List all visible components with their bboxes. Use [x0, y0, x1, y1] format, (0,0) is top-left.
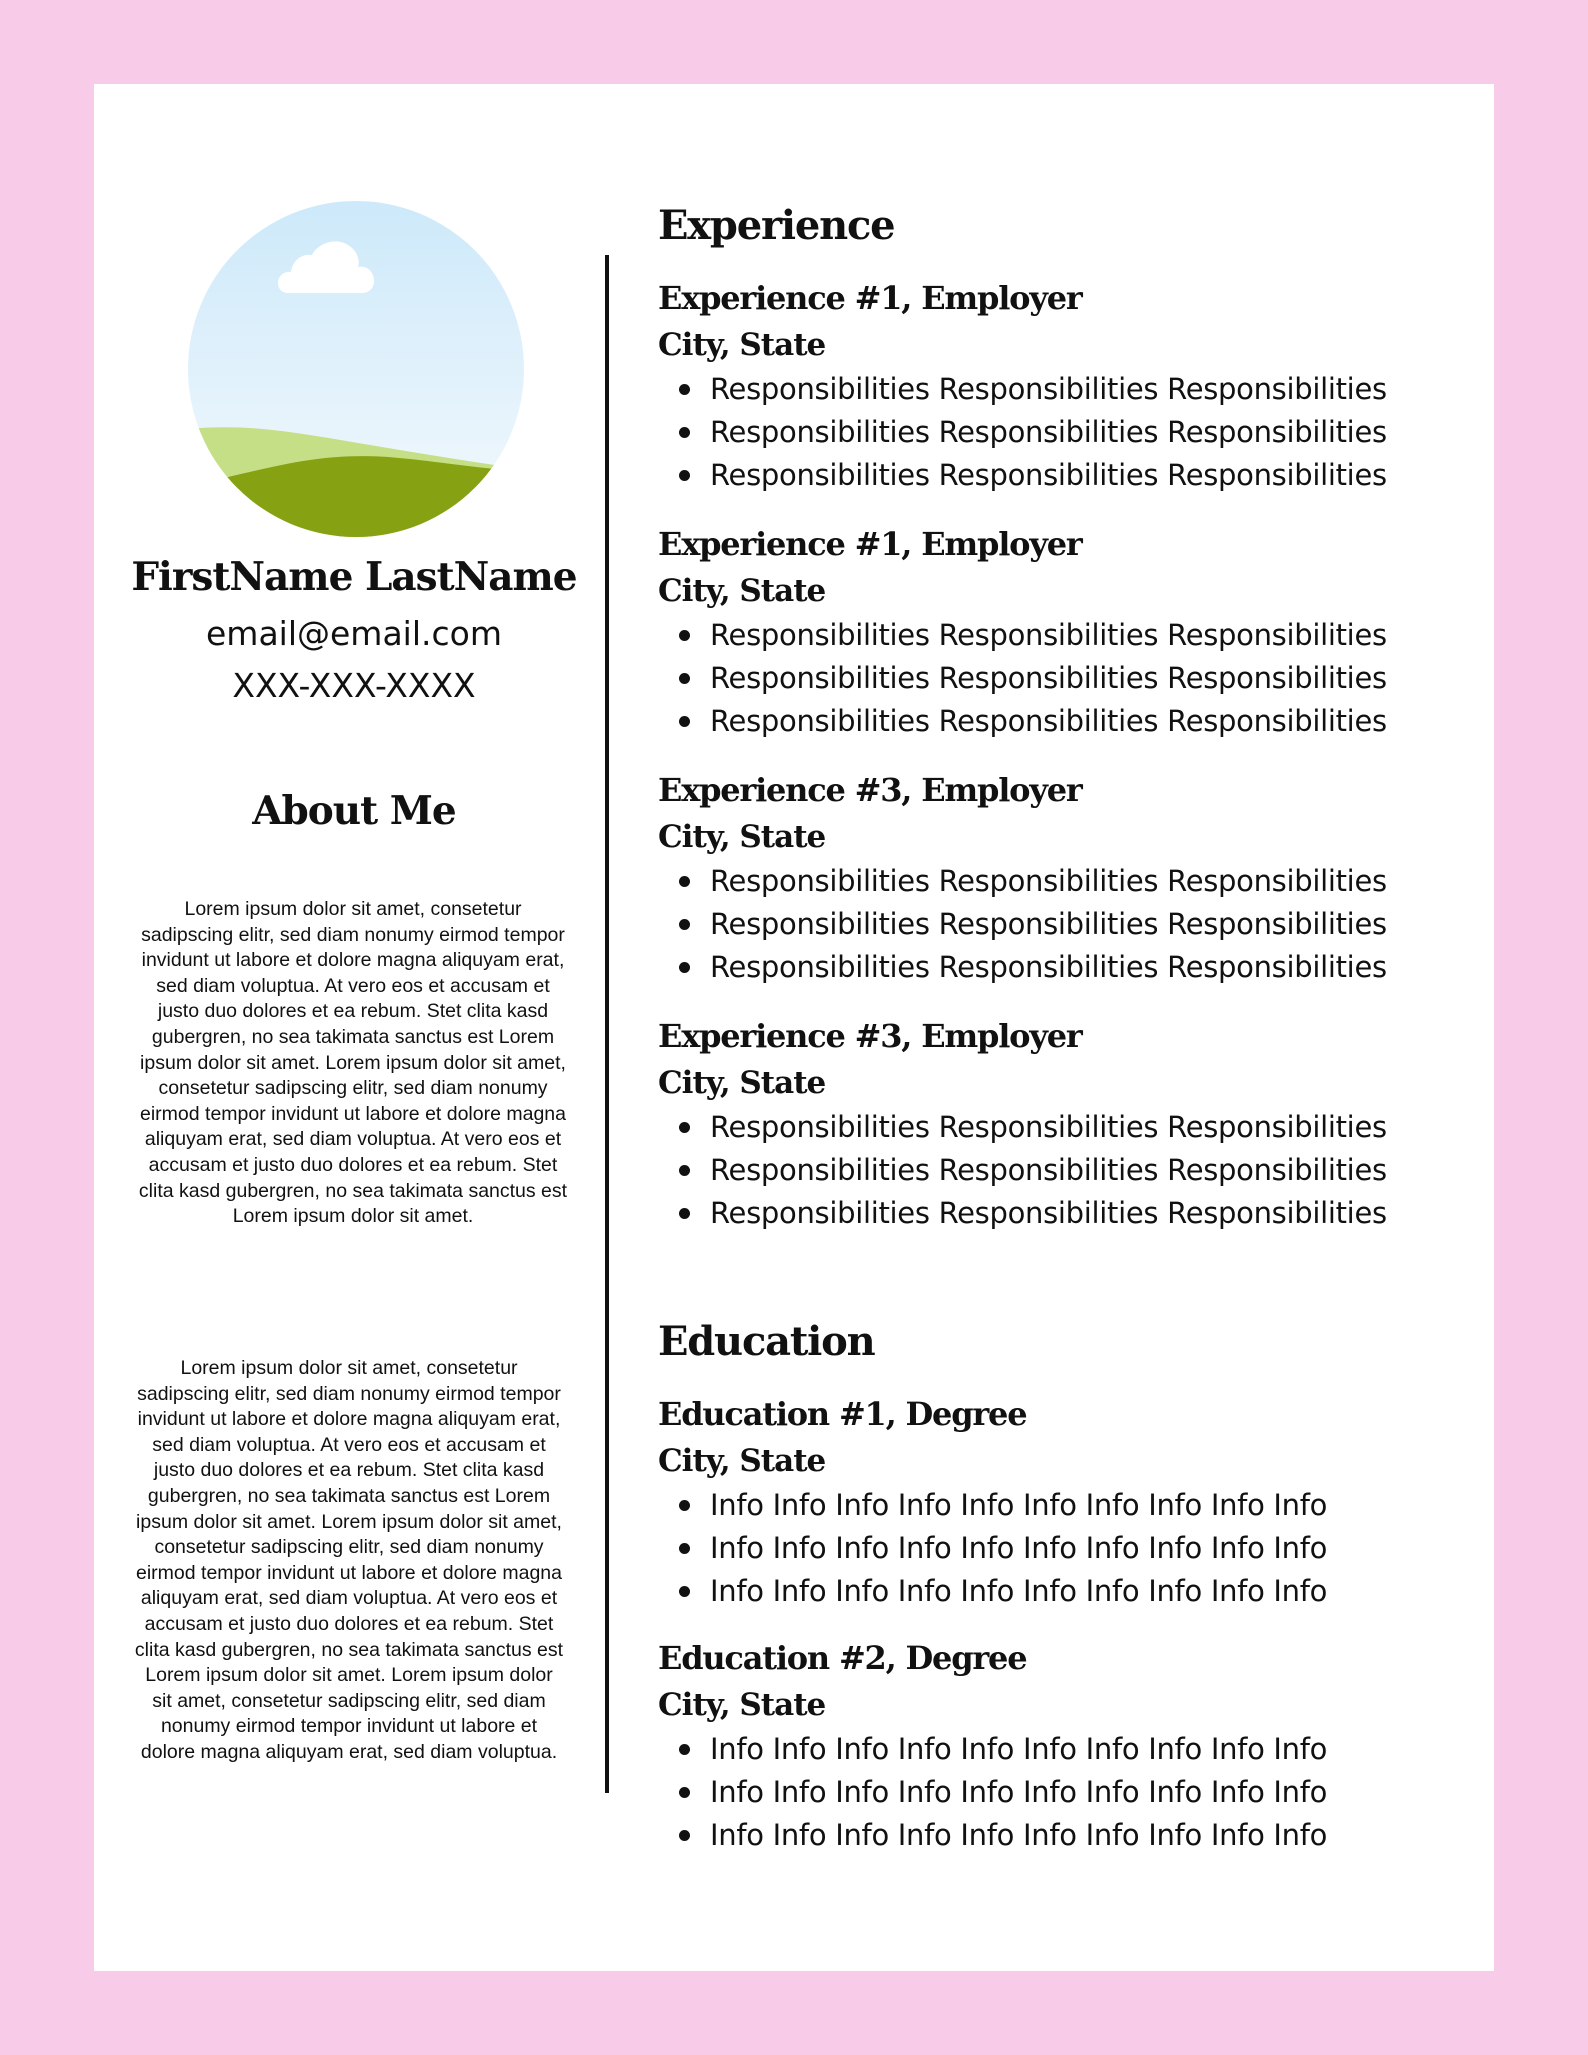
experience-entry [658, 1012, 1478, 1235]
list-item: Info Info Info Info Info Info Info Info Info Info [710, 1484, 1478, 1527]
education-entry [658, 1634, 1478, 1857]
list-item: Responsibilities Responsibilities Responsibilities [710, 454, 1478, 497]
experience-entry [658, 520, 1478, 743]
entry-list [658, 1484, 1478, 1613]
list-item: Info Info Info Info Info Info Info Info Info Info [710, 1527, 1478, 1570]
list-item: Responsibilities Responsibilities Responsibilities [710, 368, 1478, 411]
entry-location: City, State [658, 819, 826, 855]
profile-phone: XXX-XXX-XXXX [232, 666, 476, 705]
entry-list [658, 1106, 1478, 1235]
list-item: Info Info Info Info Info Info Info Info Info Info [710, 1728, 1478, 1771]
list-item: Responsibilities Responsibilities Responsibilities [710, 946, 1478, 989]
about-paragraph: Lorem ipsum dolor sit amet, consetetur sadipscing elitr, sed diam nonumy eirmod tempor invidunt ut labore et dolore magna aliquyam erat, sed diam voluptua. At vero eos et accusam et justo duo dolores et ea rebum. Stet clita kasd gubergren, no sea takimata sanctus est Lorem ipsum dolor sit amet. Lorem ipsum dolor sit amet, consetetur sadipscing elitr, sed diam nonumy eirmod tempor invidunt ut labore et dolore magna aliquyam erat, sed diam voluptua. At vero eos et accusam et justo duo dolores et ea rebum. Stet clita kasd gubergren, no sea takimata sanctus est Lorem ipsum dolor sit amet. Lorem ipsum dolor sit amet, consetetur sadipscing elitr, sed diam nonumy eirmod tempor invidunt ut labore et dolore magna aliquyam erat, sed diam voluptua. [134, 1357, 564, 1763]
list-item: Responsibilities Responsibilities Responsibilities [710, 657, 1478, 700]
about-paragraph: Lorem ipsum dolor sit amet, consetetur sadipscing elitr, sed diam nonumy eirmod tempor invidunt ut labore et dolore magna aliquyam erat, sed diam voluptua. At vero eos et accusam et justo duo dolores et ea rebum. Stet clita kasd gubergren, no sea takimata sanctus est Lorem ipsum dolor sit amet. Lorem ipsum dolor sit amet, consetetur sadipscing elitr, sed diam nonumy eirmod tempor invidunt ut labore et dolore magna aliquyam erat, sed diam voluptua. At vero eos et accusam et justo duo dolores et ea rebum. Stet clita kasd gubergren, no sea takimata sanctus est Lorem ipsum dolor sit amet. [138, 898, 568, 1228]
list-item: Info Info Info Info Info Info Info Info Info Info [710, 1771, 1478, 1814]
entry-location: City, State [658, 1443, 826, 1479]
entry-role: Experience #1, Employer [658, 525, 1082, 563]
entry-list [658, 368, 1478, 497]
profile-name: FirstName LastName [131, 554, 577, 600]
experience-entry [658, 274, 1478, 497]
entry-location: City, State [658, 573, 826, 609]
entry-role: Education #1, Degree [658, 1395, 1027, 1433]
list-item: Responsibilities Responsibilities Responsibilities [710, 1192, 1478, 1235]
list-item: Responsibilities Responsibilities Responsibilities [710, 411, 1478, 454]
entry-list [658, 860, 1478, 989]
entry-role: Experience #3, Employer [658, 1017, 1082, 1055]
resume-page [94, 84, 1494, 1971]
list-item: Responsibilities Responsibilities Responsibilities [710, 1149, 1478, 1192]
list-item: Info Info Info Info Info Info Info Info Info Info [710, 1570, 1478, 1613]
entry-location: City, State [658, 327, 826, 363]
profile-email[interactable]: email@email.com [206, 614, 502, 653]
entry-role: Experience #3, Employer [658, 771, 1082, 809]
entry-role: Experience #1, Employer [658, 279, 1082, 317]
list-item: Responsibilities Responsibilities Responsibilities [710, 700, 1478, 743]
column-divider [605, 255, 609, 1793]
list-item: Responsibilities Responsibilities Responsibilities [710, 903, 1478, 946]
about-me-heading: About Me [252, 788, 456, 834]
entry-location: City, State [658, 1687, 826, 1723]
list-item: Responsibilities Responsibilities Responsibilities [710, 1106, 1478, 1149]
list-item: Responsibilities Responsibilities Responsibilities [710, 614, 1478, 657]
entry-location: City, State [658, 1065, 826, 1101]
list-item: Info Info Info Info Info Info Info Info Info Info [710, 1814, 1478, 1857]
entry-role: Education #2, Degree [658, 1639, 1027, 1677]
entry-list [658, 614, 1478, 743]
entry-list [658, 1728, 1478, 1857]
experience-entry [658, 766, 1478, 989]
profile-photo [188, 201, 524, 537]
experience-heading: Experience [658, 202, 895, 249]
landscape-image-icon [188, 201, 524, 537]
list-item: Responsibilities Responsibilities Responsibilities [710, 860, 1478, 903]
education-heading: Education [658, 1318, 875, 1365]
education-entry [658, 1390, 1478, 1613]
